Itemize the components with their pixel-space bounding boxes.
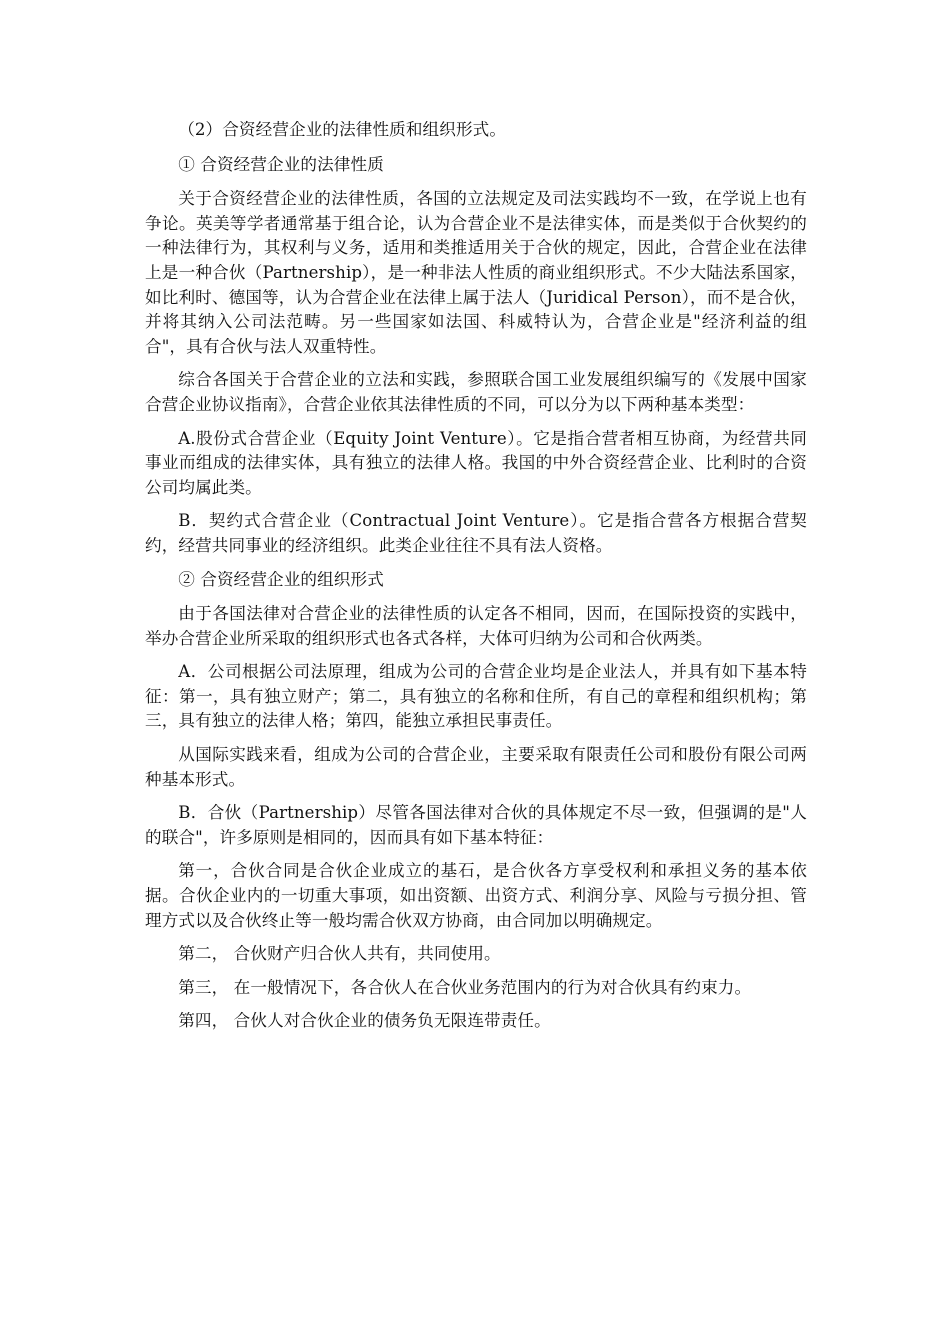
subsection-heading-legal-nature: ① 合资经营企业的法律性质 [178, 154, 384, 174]
paragraph: 关于合资经营企业的法律性质，各国的立法规定及司法实践均不一致，在学说上也有争论。英美等学者通常基于组合论，认为合营企业不是法律实体，而是类似于合伙契约的一种法律行为，其权利与义务，适用和类推适用关于合伙的规定，因此，合营企业在法律上是一种合伙（Partnership），是一种非法人性质的商业组织形式。不少大陆法系国家，如比利时、德国等，认为合营企业在法律上属于法人（Juridical Person），而不是合伙，并将其纳入公司法范畴。另一些国家如法国、科威特认为，合营企业是"经济利益的组合"，具有合伙与法人双重特性。 [145, 189, 807, 356]
paragraph: 由于各国法律对合营企业的法律性质的认定各不相同，因而，在国际投资的实践中，举办合营企业所采取的组织形式也各式各样，大体可归纳为公司和合伙两类。 [145, 604, 807, 648]
paragraph: 第二， 合伙财产归合伙人共有，共同使用。 [178, 944, 501, 964]
subsection-heading-organization-form: ② 合资经营企业的组织形式 [178, 569, 384, 589]
paragraph: B．合伙（Partnership）尽管各国法律对合伙的具体规定不尽一致，但强调的是"人的联合"，许多原则是相同的，因而具有如下基本特征： [145, 803, 807, 847]
paragraph: B．契约式合营企业（Contractual Joint Venture）。它是指合营各方根据合营契约，经营共同事业的经济组织。此类企业往往不具有法人资格。 [145, 511, 807, 555]
paragraph: 第三， 在一般情况下，各合伙人在合伙业务范围内的行为对合伙具有约束力。 [178, 977, 752, 997]
paragraph: 从国际实践来看，组成为公司的合营企业，主要采取有限责任公司和股份有限公司两种基本形式。 [145, 745, 807, 789]
section-heading: （2）合资经营企业的法律性质和组织形式。 [178, 120, 507, 139]
paragraph: 综合各国关于合营企业的立法和实践，参照联合国工业发展组织编写的《发展中国家合营企业协议指南》，合营企业依其法律性质的不同，可以分为以下两种基本类型： [145, 370, 807, 414]
paragraph: A.股份式合营企业（Equity Joint Venture）。它是指合营者相互协商，为经营共同事业而组成的法律实体，具有独立的法律人格。我国的中外合资经营企业、比利时的合资公司均属此类。 [145, 428, 807, 497]
paragraph: A．公司根据公司法原理，组成为公司的合营企业均是企业法人，并具有如下基本特征：第一，具有独立财产；第二，具有独立的名称和住所，有自己的章程和组织机构；第三，具有独立的法律人格；第四，能独立承担民事责任。 [145, 662, 807, 731]
document-page [145, 118, 807, 1043]
paragraph: 第一，合伙合同是合伙企业成立的基石，是合伙各方享受权利和承担义务的基本依据。合伙企业内的一切重大事项，如出资额、出资方式、利润分享、风险与亏损分担、管理方式以及合伙终止等一般均需合伙双方协商，由合同加以明确规定。 [145, 861, 807, 930]
paragraph: 第四， 合伙人对合伙企业的债务负无限连带责任。 [178, 1011, 551, 1031]
